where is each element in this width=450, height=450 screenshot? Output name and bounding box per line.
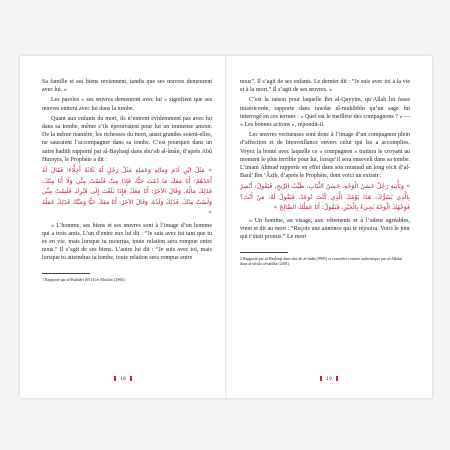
page-marker-icon xyxy=(336,376,338,381)
paragraph: Sa famille et ses biens reviennent, tandis que ses œuvres demeurent avec lui. » xyxy=(42,79,212,94)
paragraph: « L’homme, ses biens et ses œuvres sont à l’image d’un homme qui a trois amis. L’un d’entre eux lui dit : “Je suis avec toi tant que tu es en vie, mais lorsque tu mourras, toute relation sera rompue entre nous.” Il s’agit de ses biens. L’autre lui dit : “Je suis avec toi, mais lorsque tu atteindras ta tombe, toute relation sera rompue entre xyxy=(42,222,212,262)
page-number: 18 xyxy=(120,376,126,382)
arabic-hadith: « مَثَلُ ابْنِ آدَمَ وَمَالِهِ وَعَمَلِهِ مَثَلُ رَجُلٍ لَهُ ثَلَاثَةُ أَخِلَّاءَ: فَقَالَ لَهُ أَحَدُهُمْ: أَنَا مَعَكَ مَا دُمْتَ حَيًّا، فَإِذَا مِتَّ فَلَسْتُ مِنِّي وَلَا أَنَا مِنْكَ، فَذَلِكَ مَالُهُ. وَقَالَ الآخَرُ: أَنَا مَعَكَ فَإِذَا بَلَغْتَ إِلَى قَبْرِكَ فَلَسْتُ مِنِّي وَلَسْتُ مِنْكَ، فَذَلِكَ وَلَدُهُ. وَقَالَ الآخَرُ: أَنَا مَعَكَ حَيًّا وَمَيِّتًا، فَذَلِكَ عَمَلُهُ » xyxy=(42,167,212,217)
footnote-divider xyxy=(240,252,288,253)
footnote: 1 Rapporté par al-Bukhârî (6514) et Muslim (2960). xyxy=(42,276,126,282)
paragraph: Les paroles « ses œuvres demeurent avec lui » signifient que ses œuvres entrent avec lui dans la tombe. xyxy=(42,97,212,112)
left-page xyxy=(20,56,226,398)
footnote: 2 Rapporté par al-Bayhaqî dans shu‘ab al-îmân (9995) et considéré comme authentique par al-Albânî dans al-silsila al-sahîha (2481). xyxy=(240,255,403,266)
paragraph: C’est la raison pour laquelle Ibn al-Qayyim, qu’Allah lui fasse miséricorde, rapporte dans rawdat al-muhibbîn qu’un sage fut interrogé en ces termes : « Quel est le meilleur des compagnons ? » — « Les bonnes actions », répondit-il. xyxy=(240,97,410,129)
book-gutter xyxy=(225,56,227,398)
footnote-divider xyxy=(42,273,90,274)
paragraph: « Un homme, au visage, aux vêtements et à l’odeur agréables, vient et dit au mort : “Reçois une annonce qui te réjouira. Voici le jour qui t’était promis.” Le mort xyxy=(240,217,410,241)
paragraph: Quant aux enfants du mort, ils n’entrent évidemment pas avec lui dans sa tombe, même s’ils éprouvaient pour lui un immense amour. De la même manière, les richesses du mort, aussi grandes soient-elles, ne sauraient l’accompagner dans sa tombe. C’est pourquoi dans un autre hadith rapporté par al-Bayhaqî dans shu‘ab al-îmân, d’après Abû Hurayra, le Prophète a dit : xyxy=(42,115,212,163)
page-number: 19 xyxy=(326,376,332,382)
page-marker-icon xyxy=(130,376,132,381)
book-spread xyxy=(20,56,432,398)
page-marker-icon xyxy=(114,376,116,381)
paragraph: Les œuvres vertueuses sont donc à l’image d’un compagnon plein d’affection et de bienveillance envers celui qui les a accomplies. Voyez la bonté avec laquelle ce « compagnon » traitera le croyant au moment le plus terrible pour lui, lorsqu’il sera enseveli dans sa tombe. L’imam Ahmad rapporte en effet dans son musnad un long récit d’al-Barâ’ Ibn ‘Âzib, d’après le Prophète, dont voici un extrait : xyxy=(240,132,410,180)
right-page xyxy=(226,56,432,398)
arabic-hadith: « وَيَأْتِيهِ رَجُلٌ حَسَنُ الْوَجْهِ، حَسَنُ الثِّيَابِ، طَيِّبُ الرِّيحِ، فَيَقُولُ: أَبْشِرْ بِالَّذِي يَسُرُّكَ، هَذَا يَوْمُكَ الَّذِي كُنْتَ تُوعَدُ، فَيَقُولُ لَهُ: مَنْ أَنْتَ؟ فَوَجْهُكَ الْوَجْهُ يَجِيءُ بِالْخَيْرِ، فَيَقُولُ: أَنَا عَمَلُكَ الصَّالِحُ » xyxy=(240,183,410,212)
page-marker-icon xyxy=(320,376,322,381)
paragraph: nous”. Il s’agit de ses enfants. Le dernier dit : “Je suis avec toi à la vie et à la mort.” Il s’agit de ses œuvres. » xyxy=(240,79,410,94)
page-number-area xyxy=(20,376,226,382)
page-number-area xyxy=(226,376,432,382)
